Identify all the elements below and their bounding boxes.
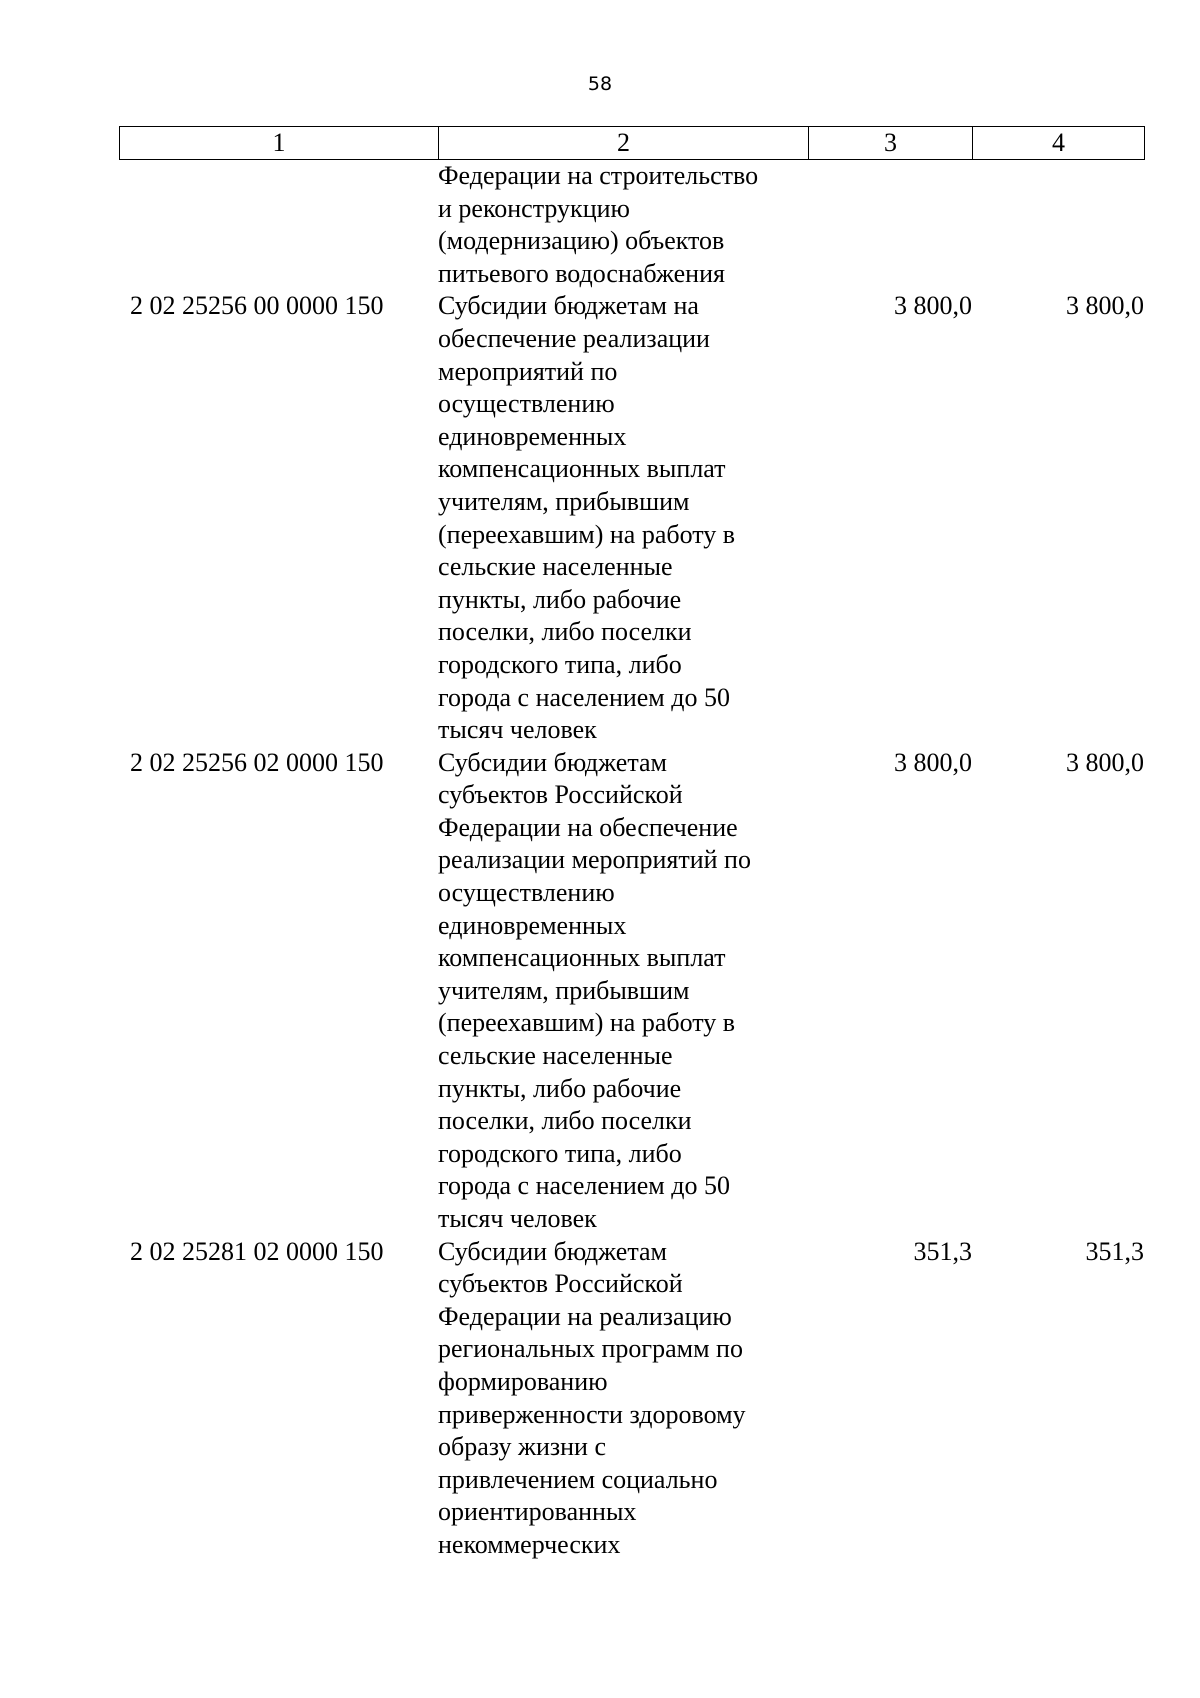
row-name-line: ориентированных	[438, 1497, 637, 1527]
row-name-line: компенсационных выплат	[438, 943, 726, 973]
row-name-line: (переехавшим) на работу в	[438, 519, 736, 549]
table-row	[119, 1236, 1144, 1562]
row-name-line: тысяч человек	[438, 715, 597, 745]
continuation-line: (модернизацию) объектов	[438, 226, 725, 256]
row-name-line: городского типа, либо	[438, 1138, 682, 1168]
row-name-line: пункты, либо рабочие	[438, 584, 682, 614]
row-code: 2 02 25256 00 0000 150	[130, 291, 384, 321]
row-name	[438, 747, 808, 1236]
row-name-line: Федерации на обеспечение	[438, 812, 738, 842]
header-row	[120, 127, 1145, 160]
row-name-line: единовременных	[438, 910, 627, 940]
row-name-line: осуществлению	[438, 878, 615, 908]
row-name-line: Субсидии бюджетам	[438, 747, 667, 777]
continuation-line: питьевого водоснабжения	[438, 258, 725, 288]
page-number: 58	[587, 73, 613, 95]
continuation-line: и реконструкцию	[438, 193, 630, 223]
table-row	[119, 747, 1144, 1236]
row-value-col4: 351,3	[1085, 1236, 1144, 1266]
row-name-line: субъектов Российской	[438, 1269, 683, 1299]
header-cell-2: 2	[439, 127, 809, 160]
row-name-line: обеспечение реализации	[438, 323, 710, 353]
row-name-line: города с населением до 50	[438, 1171, 730, 1201]
row-name-line: сельские населенные	[438, 1041, 673, 1071]
row-value-col3: 3 800,0	[894, 747, 972, 777]
row-name-line: Субсидии бюджетам на	[438, 291, 699, 321]
row-value-col4: 3 800,0	[1066, 747, 1144, 777]
row-name-line: Субсидии бюджетам	[438, 1236, 667, 1266]
row-name-line: города с населением до 50	[438, 682, 730, 712]
header-cell-3: 3	[809, 127, 973, 160]
table-header	[119, 126, 1145, 160]
row-name-line: учителям, прибывшим	[438, 486, 690, 516]
table-body	[119, 160, 1144, 1562]
row-name-line: Федерации на реализацию	[438, 1301, 732, 1331]
row-name-line: тысяч человек	[438, 1204, 597, 1233]
row-name-line: приверженности здоровому	[438, 1399, 746, 1429]
row-name-line: формированию	[438, 1366, 608, 1396]
row-name-line: (переехавшим) на работу в	[438, 1008, 736, 1038]
row-name-line: сельские населенные	[438, 552, 673, 582]
row-name-line: образу жизни с	[438, 1432, 607, 1462]
row-value-col3: 351,3	[913, 1236, 972, 1266]
row-name-line: единовременных	[438, 421, 627, 451]
row-name-line: осуществлению	[438, 389, 615, 419]
row-value-col4: 3 800,0	[1066, 291, 1144, 321]
header-cell-4: 4	[973, 127, 1145, 160]
row-code: 2 02 25281 02 0000 150	[130, 1236, 384, 1266]
row-code: 2 02 25256 02 0000 150	[130, 747, 384, 777]
continuation-line: Федерации на строительство	[438, 161, 759, 190]
header-cell-1: 1	[120, 127, 439, 160]
table-row	[119, 290, 1144, 746]
row-name-line: мероприятий по	[438, 356, 618, 386]
row-name-line: поселки, либо поселки	[438, 1106, 692, 1136]
continuation-text	[438, 160, 808, 290]
row-name-line: привлечением социально	[438, 1464, 718, 1494]
row-name-line: учителям, прибывшим	[438, 975, 690, 1005]
table-rows	[119, 290, 1144, 1561]
row-value-col3: 3 800,0	[894, 291, 972, 321]
row-name-line: пункты, либо рабочие	[438, 1073, 682, 1103]
row-name-line: компенсационных выплат	[438, 454, 726, 484]
row-name	[438, 290, 808, 746]
row-name-line: городского типа, либо	[438, 649, 682, 679]
row-name-line: реализации мероприятий по	[438, 845, 751, 875]
row-name	[438, 1236, 808, 1562]
row-name-line: субъектов Российской	[438, 780, 683, 810]
row-name-line: региональных программ по	[438, 1334, 743, 1364]
row-name-line: поселки, либо поселки	[438, 617, 692, 647]
row-name-line: некоммерческих	[438, 1529, 621, 1559]
